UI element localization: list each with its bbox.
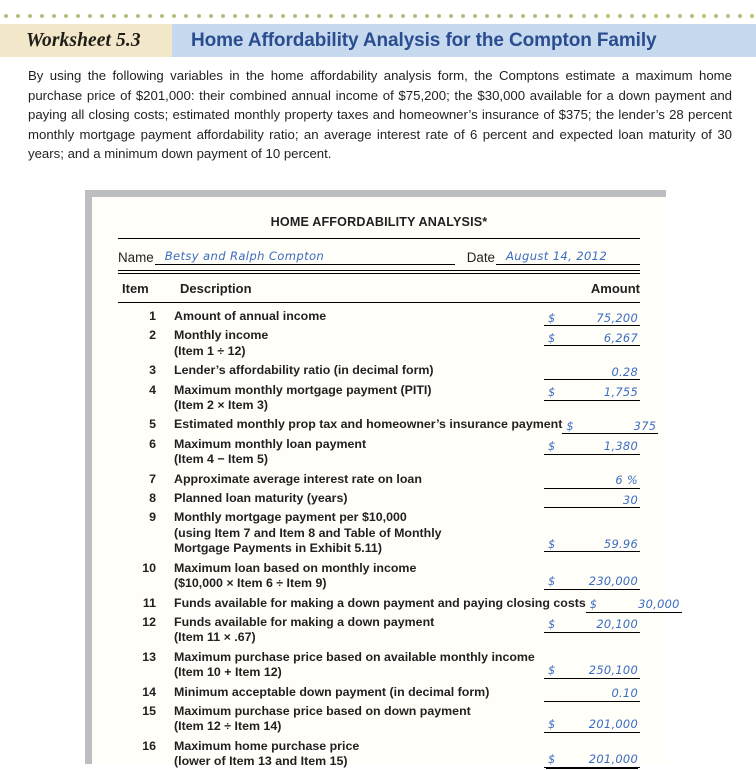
row-description-formula: (Item 4 − Item 5) [174,452,268,467]
row-description [162,309,544,324]
dot-icon [594,14,598,18]
row-amount-cell[interactable] [544,510,640,556]
row-amount-cell[interactable] [544,561,640,592]
dot-icon [582,14,586,18]
dot-icon [389,14,393,18]
row-item-number: 13 [142,649,156,664]
amount-input[interactable] [544,617,640,633]
row-description-formula: (Item 11 × .67) [174,630,256,645]
worksheet-row [118,417,657,433]
dot-icon [642,14,646,18]
dot-icon [425,14,429,18]
dot-icon [341,14,345,18]
dot-icon [377,14,381,18]
row-description-formula: (lower of Item 13 and Item 15) [174,754,348,769]
worksheet-title-bar [172,24,756,57]
dot-icon [569,14,573,18]
dot-icon [293,14,297,18]
dot-icon [497,14,501,18]
row-amount-cell[interactable] [544,704,640,735]
row-description-main: Maximum home purchase price [174,738,360,753]
row-description-main: Maximum monthly mortgage payment (PITI) [174,382,432,397]
amount-value: 250,100 [588,663,638,678]
amount-value: 30,000 [638,597,680,611]
worksheet-row [118,685,640,700]
row-description-formula: (Item 10 + Item 12) [174,665,282,680]
dot-icon [413,14,417,18]
dot-icon [401,14,405,18]
currency-symbol: $ [548,385,556,400]
name-input[interactable] [155,248,455,265]
row-amount-cell[interactable] [544,328,640,359]
worksheet-row [118,437,640,468]
worksheet-row [118,309,640,324]
row-description [162,437,544,468]
amount-input[interactable] [544,439,640,455]
dot-icon [533,14,537,18]
currency-symbol: $ [548,574,556,589]
currency-symbol: $ [548,663,556,678]
dot-icon [112,14,116,18]
dot-icon [666,14,670,18]
dot-icon [702,14,706,18]
row-item-number: 7 [149,471,156,486]
dot-icon [4,14,8,18]
amount-input[interactable] [544,364,640,380]
dot-icon [269,14,273,18]
row-description-main: Planned loan maturity (years) [174,491,348,506]
dot-icon [521,14,525,18]
dot-icon [329,14,333,18]
name-label: Name [118,250,154,265]
row-description [162,685,544,700]
row-description-main: Monthly mortgage payment per $10,000 [174,510,407,525]
row-description-formula-2: Mortgage Payments in Exhibit 5.11) [174,541,382,556]
dot-icon [437,14,441,18]
amount-value: 59.96 [603,536,638,551]
row-description-formula: (Item 12 ÷ Item 14) [174,719,282,734]
amount-value: 20,100 [596,617,638,632]
row-description-main: Funds available for making a down payment [174,614,435,629]
dot-icon [317,14,321,18]
dot-icon [28,14,32,18]
row-description-formula: (using Item 7 and Item 8 and Table of Monthly [174,525,442,540]
name-value: Betsy and Ralph Compton [164,249,325,263]
row-description [162,328,544,359]
dot-icon [184,14,188,18]
dot-icon [100,14,104,18]
dot-icon [172,14,176,18]
worksheet-row [118,704,640,735]
row-description-main: Maximum monthly loan payment [174,436,367,451]
currency-symbol: $ [548,330,556,345]
dot-icon [197,14,201,18]
dot-icon [281,14,285,18]
currency-symbol: $ [548,439,556,454]
row-description-main: Maximum purchase price based on down payment [174,703,471,718]
intro-paragraph: By using the following variables in the home affordability analysis form, the Comptons estimate a maximum home purchase price of $201,000: their combined annual income of $75,200; the $30,000 available for a down payment and paying all closing costs; estimated monthly property taxes and homeowner’s insurance of $375; the lender’s 28 percent monthly mortgage payment affordability ratio; an average interest rate of 6 percent and expected loan maturity of 30 years; and a minimum down payment of 10 percent. [28,68,732,162]
row-amount-cell[interactable] [544,309,640,324]
date-input[interactable] [496,248,640,265]
row-amount-cell[interactable] [562,417,658,432]
row-description [162,650,544,681]
worksheet-number-label: Worksheet 5.3 [26,29,141,51]
dot-icon [726,14,730,18]
dot-icon [365,14,369,18]
amount-value: 201,000 [588,717,638,732]
row-amount-cell[interactable] [544,650,640,681]
dot-icon [714,14,718,18]
row-amount-cell[interactable] [544,615,640,646]
row-item-number: 9 [149,510,156,525]
row-description [162,383,544,414]
row-description [162,561,544,592]
dot-icon [654,14,658,18]
amount-value: 30 [622,492,638,507]
amount-input[interactable] [544,686,640,702]
row-item-number: 11 [142,595,156,610]
affordability-form-frame [85,190,680,769]
row-description [162,472,544,487]
worksheet-row [118,383,640,414]
dot-icon [461,14,465,18]
amount-input[interactable] [586,597,682,613]
row-amount-cell[interactable] [586,596,682,611]
amount-input[interactable] [544,752,640,768]
amount-input[interactable] [544,717,640,733]
worksheet-row [118,561,640,592]
amount-value: 375 [633,418,657,433]
row-item-number: 10 [142,560,156,575]
table-column-header [118,274,640,303]
currency-symbol: $ [548,717,556,732]
row-description-main: Approximate average interest rate on loan [174,471,422,486]
row-description-main: Funds available for making a down payment and paying closing costs [174,595,586,610]
row-amount-cell[interactable] [544,363,640,378]
row-item-number: 12 [142,614,156,629]
row-amount-cell[interactable] [544,491,640,506]
dot-icon [690,14,694,18]
dot-icon [136,14,140,18]
amount-input[interactable] [544,574,640,590]
dot-icon [678,14,682,18]
dot-icon [245,14,249,18]
row-amount-cell[interactable] [544,437,640,468]
amount-input[interactable] [562,418,658,434]
row-description-main: Amount of annual income [174,309,327,323]
worksheet-row [118,491,640,506]
row-description [162,491,544,506]
dot-icon [64,14,68,18]
amount-input[interactable] [544,310,640,326]
row-description [162,417,562,432]
worksheet-row [118,739,640,770]
worksheet-row [118,472,640,487]
amount-input[interactable] [544,385,640,401]
currency-symbol: $ [548,617,556,632]
amount-input[interactable] [544,663,640,679]
dot-icon [209,14,213,18]
amount-value: 0.10 [611,686,638,701]
amount-value: 1,380 [603,439,638,454]
row-description [162,510,544,556]
dot-icon [545,14,549,18]
dot-icon [52,14,56,18]
dot-icon [557,14,561,18]
dot-icon [509,14,513,18]
row-description-formula: (Item 1 ÷ 12) [174,343,246,358]
worksheet-row [118,363,640,378]
amount-value: 75,200 [596,310,638,325]
row-amount-cell[interactable] [544,472,640,487]
amount-value: 201,000 [588,752,638,767]
dot-icon [221,14,225,18]
dot-icon [305,14,309,18]
dot-icon [485,14,489,18]
amount-value: 1,755 [603,385,638,400]
worksheet-row [118,650,640,681]
dot-icon [16,14,20,18]
row-amount-cell[interactable] [544,685,640,700]
row-description [162,704,544,735]
dot-icon [630,14,634,18]
worksheet-header-band [0,24,756,57]
row-description-main: Maximum purchase price based on available monthly income [174,649,535,664]
dot-icon [148,14,152,18]
worksheet-row [118,615,640,646]
affordability-form [92,197,680,769]
row-description [162,615,544,646]
row-item-number: 4 [149,382,156,397]
row-item-number: 15 [142,703,156,718]
column-header-amount: Amount [590,281,640,296]
form-title: HOME AFFORDABILITY ANALYSIS* [270,215,488,229]
dot-icon [233,14,237,18]
dot-icon [738,14,742,18]
currency-symbol: $ [548,536,556,551]
dot-icon [353,14,357,18]
row-amount-cell[interactable] [544,383,640,414]
row-item-number: 8 [149,491,156,506]
worksheet-rows [118,303,680,770]
row-description-main: Maximum loan based on monthly income [174,560,417,575]
amount-value: 0.28 [611,364,638,379]
dot-icon [257,14,261,18]
decorative-dot-rule [4,12,754,19]
row-description-main: Monthly income [174,328,269,343]
dot-icon [449,14,453,18]
dot-icon [76,14,80,18]
worksheet-row [118,510,640,556]
amount-input[interactable] [544,492,640,508]
currency-symbol: $ [566,418,574,433]
amount-value: 6 % [615,473,638,488]
row-item-number: 3 [149,363,156,378]
currency-symbol: $ [589,597,597,611]
currency-symbol: $ [548,752,556,767]
name-date-row [118,239,640,266]
row-description [162,596,586,611]
dot-icon [750,14,754,18]
column-header-item: Item [122,281,149,296]
dot-icon [618,14,622,18]
row-item-number: 2 [149,328,156,343]
row-item-number: 6 [149,436,156,451]
row-description-main: Minimum acceptable down payment (in decimal form) [174,684,490,699]
date-value: August 14, 2012 [506,249,608,263]
row-description-formula: (Item 2 × Item 3) [174,398,268,413]
dot-icon [88,14,92,18]
row-description-formula: ($10,000 × Item 6 ÷ Item 9) [174,576,327,591]
row-item-number: 14 [142,684,156,699]
row-amount-cell[interactable] [544,739,640,770]
worksheet-row [118,328,640,359]
row-description-main: Lender’s affordability ratio (in decimal form) [174,363,434,378]
amount-value: 230,000 [588,574,638,589]
row-item-number: 16 [142,738,156,753]
column-header-description: Description [180,281,252,296]
dot-icon [160,14,164,18]
worksheet-number-tag [0,24,172,57]
amount-value: 6,267 [603,330,638,345]
currency-symbol: $ [548,310,556,325]
amount-input[interactable] [544,330,640,346]
page-title: Home Affordability Analysis for the Compton Family [191,29,657,51]
dot-icon [473,14,477,18]
row-description-main: Estimated monthly prop tax and homeowner’s insurance payment [174,417,563,432]
row-description [162,739,544,770]
dot-icon [40,14,44,18]
row-item-number: 1 [149,309,156,323]
date-label: Date [466,250,495,265]
dot-icon [124,14,128,18]
worksheet-row [118,595,680,611]
dot-icon [606,14,610,18]
amount-input[interactable] [544,473,640,489]
row-item-number: 5 [149,417,156,432]
row-description [162,363,544,378]
amount-input[interactable] [544,536,640,552]
